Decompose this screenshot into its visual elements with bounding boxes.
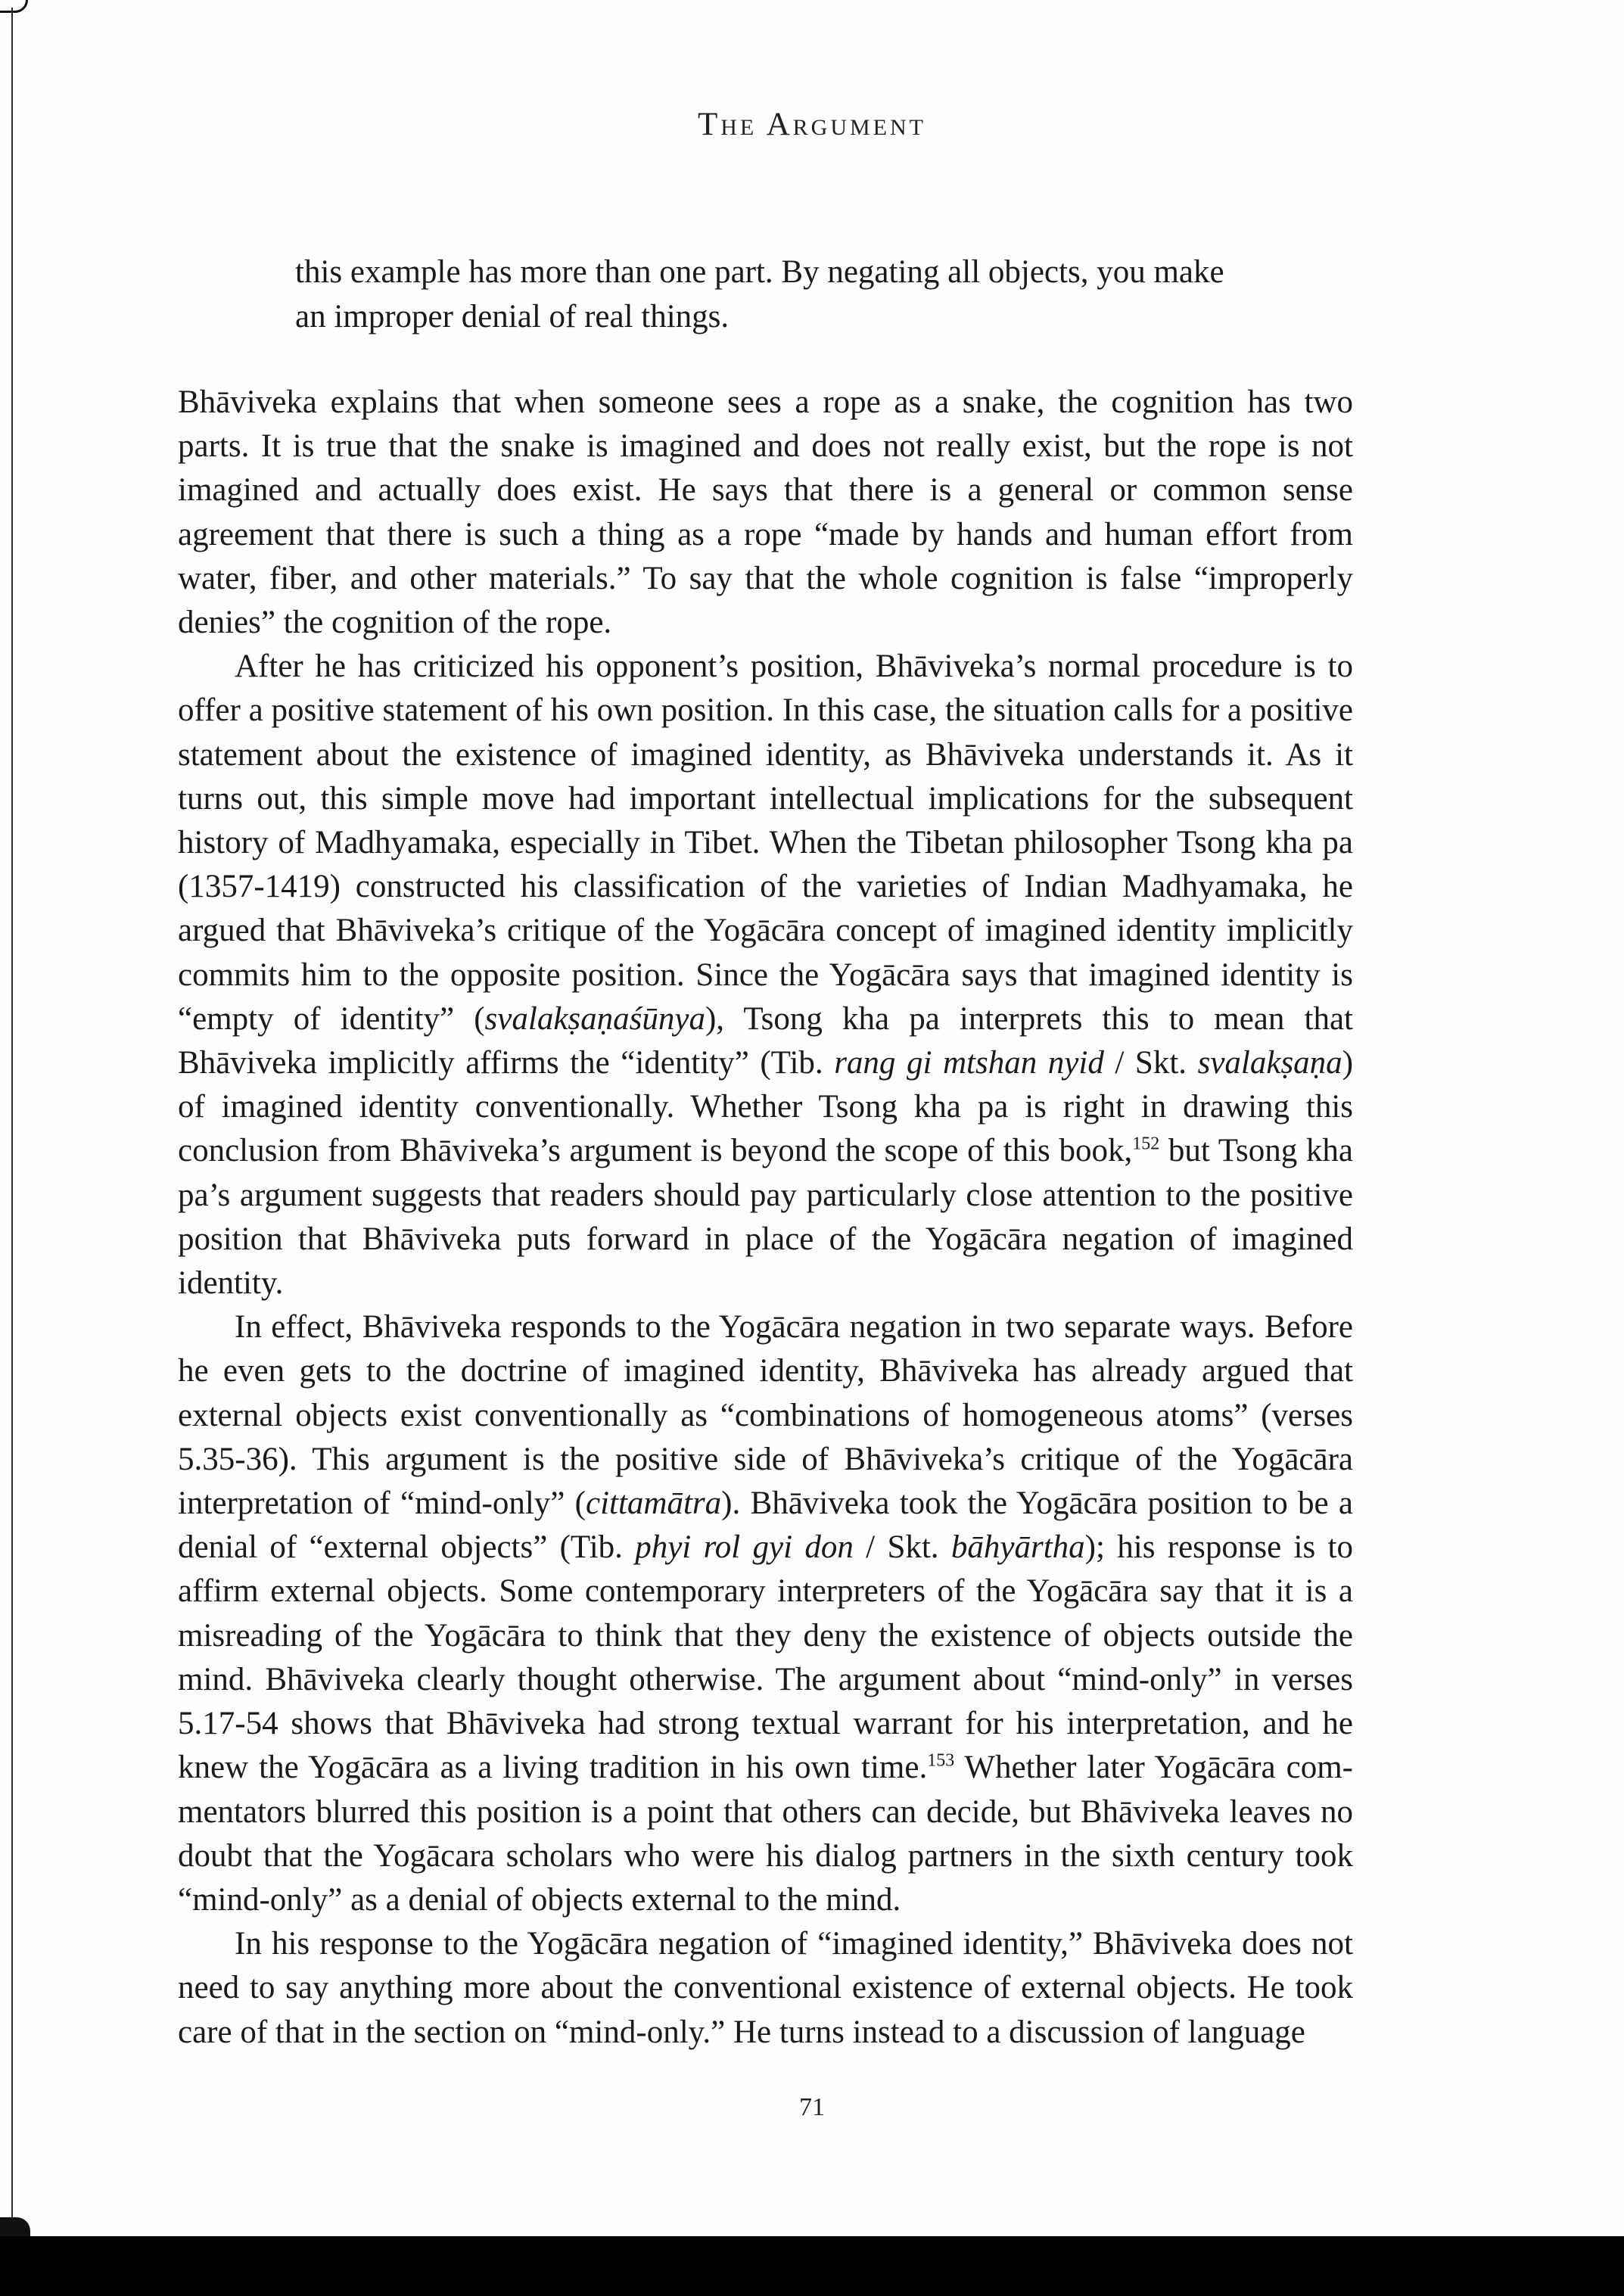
italic-term: svalakṣaṇa <box>1197 1045 1342 1081</box>
page-number: 71 <box>799 2093 825 2121</box>
binding-gutter-line <box>11 8 13 2225</box>
text-run: / Skt. <box>1103 1045 1198 1081</box>
block-quote-line: an improper denial of real things. <box>295 299 730 334</box>
paragraph-2 <box>178 645 1353 1305</box>
text-run: ) of imagined identity conventionally. Whether Tsong kha pa is right in drawing this conclusion from Bhāviveka’s argument is beyond the scope of this book, <box>178 1045 1354 1169</box>
paragraph-3 <box>178 1305 1353 1922</box>
binding-corner-top <box>0 0 28 13</box>
running-head: The Argument <box>697 107 927 142</box>
paragraph-4: In his response to the Yogācāra negation of “imagined identity,” Bhāviveka does not need to say anything more about the conventional existence of external objects. He took care of that in the section on “mind-only.” He turns instead to a discussion of language <box>178 1926 1353 2050</box>
scan-edge-bar <box>0 2236 1624 2296</box>
binding-corner-bottom <box>0 2217 30 2237</box>
italic-term: rang gi mtshan nyid <box>834 1045 1104 1081</box>
text-run: ). Bhāviveka took the Yogācāra position to be a denial of “external objects” (Tib. <box>178 1486 1353 1566</box>
block-quote <box>295 250 1377 339</box>
italic-term: svalakṣaṇaśūnya <box>484 1000 705 1037</box>
text-run: / Skt. <box>853 1529 951 1566</box>
body-text <box>178 381 1353 2055</box>
italic-term: phyi rol gyi don <box>635 1529 854 1566</box>
footnote-ref: 152 <box>1132 1134 1160 1155</box>
italic-term: bāhyārtha <box>950 1529 1085 1566</box>
footnote-ref: 153 <box>927 1750 955 1771</box>
text-run: Whether later Yogācāra commentators blurred this position is a point that others can decide, but Bhāviveka leaves no doubt that the Yogācara scholars who were his dialog partners in the sixth century took “mind-only” as a denial of objects external to the mind. <box>178 1750 1353 1918</box>
italic-term: cittamātra <box>586 1486 722 1522</box>
text-run: After he has criticized his opponent’s position, Bhāviveka’s normal procedure is to offer a positive statement of his own position. In this case, the situation calls for a positive statement about the existence of imagined identity, as Bhāviveka understands it. As it turns out, this simple move had important intellectual implications for the subsequent history of Madhyamaka, especially in Tibet. When the Tibetan philosopher Tsong kha pa (1357-1419) constructed his classification of the varieties of Indian Madhyamaka, he argued that Bhāviveka’s critique of the Yogācāra concept of imagined identity implicitly commits him to the opposite position. Since the Yogācāra says that imagined identity is “empty of identity” ( <box>178 649 1353 1037</box>
text-run: In effect, Bhāviveka responds to the Yogācāra negation in two separate ways. Before he even gets to the doctrine of imagined identity, Bhāviveka has already argued that external objects exist conventionally as “combinations of homogeneous atoms” (verses 5.35-36). This argument is the positive side of Bhāviveka’s critique of the Yogācāra interpretation of “mind-only” ( <box>178 1309 1353 1522</box>
text-run: ), Tsong kha pa interprets this to mean that Bhāviveka implicitly affirms the “identity” (Tib. <box>178 1000 1353 1081</box>
text-run: ); his response is to affirm external objects. Some contemporary interpreters of the Yogācāra say that it is a misreading of the Yogācāra to think that they deny the existence of objects outside the mind. Bhāviveka clearly thought otherwise. The argument about “mind-only” in verses 5.17-54 shows that Bhāviveka had strong textual warrant for his interpretation, and he knew the Yogācāra as a living tradition in his own time. <box>178 1529 1353 1786</box>
paragraph-1: Bhāviveka explains that when someone sees a rope as a snake, the cognition has two parts. It is true that the snake is imagined and does not really exist, but the rope is not imagined and actually does exist. He says that there is a general or common sense agreement that there is such a thing as a rope “made by hands and human effort from water, fiber, and other materials.” To say that the whole cognition is false “improperly denies” the cognition of the rope. <box>178 384 1353 641</box>
block-quote-line: this example has more than one part. By negating all objects, you make <box>295 254 1224 290</box>
text-run: but Tsong kha pa’s argument suggests that readers should pay particularly close attention to the positive position that Bhāviveka puts forward in place of the Yogācāra negation of imagined identity. <box>178 1133 1353 1302</box>
